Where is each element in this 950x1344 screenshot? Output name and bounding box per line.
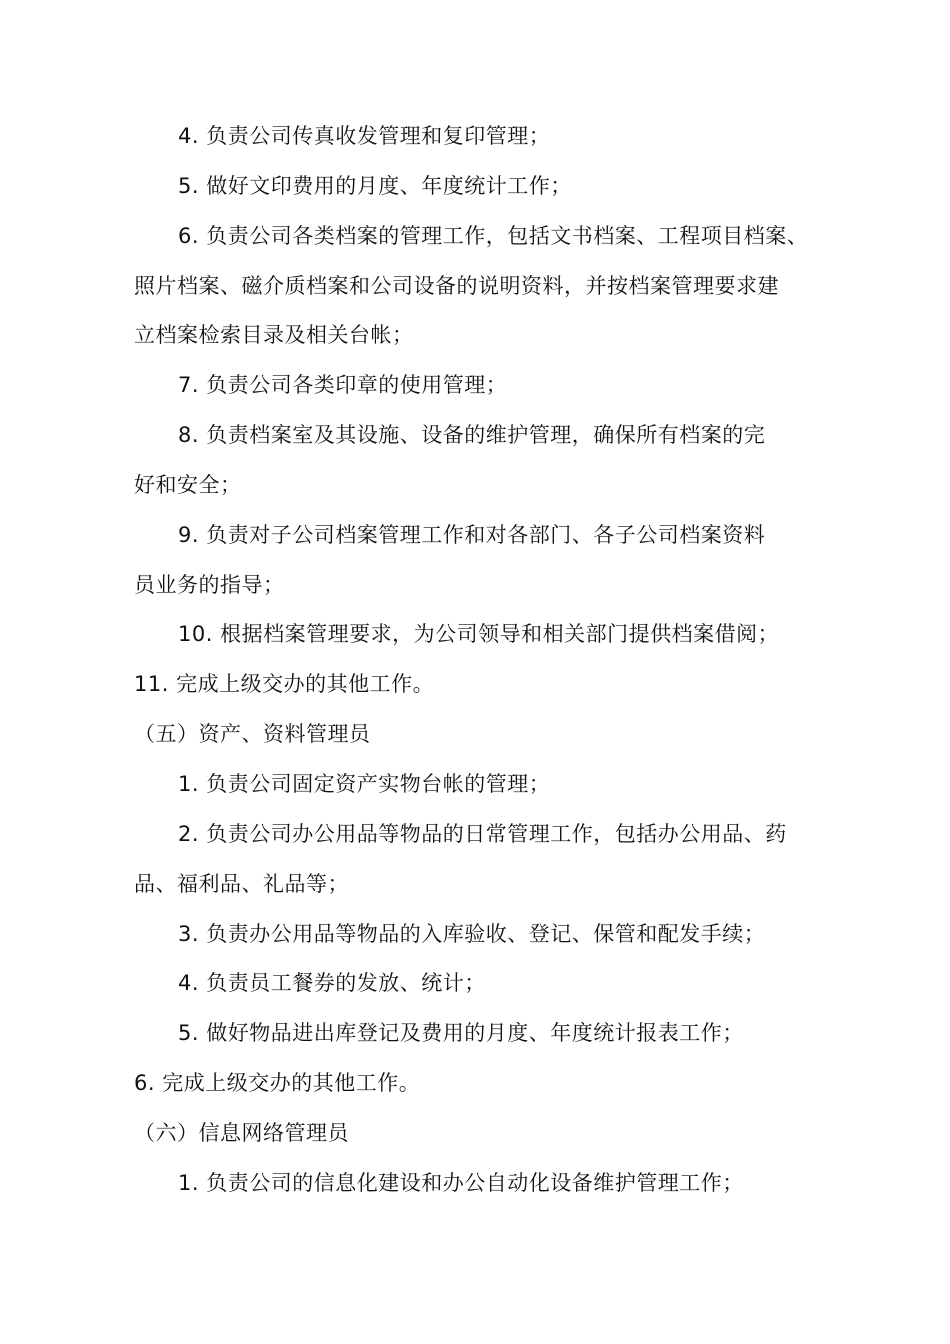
paragraph-line: 9. 负责对子公司档案管理工作和对各部门、各子公司档案资料 [178,523,766,547]
paragraph-line: 3. 负责办公用品等物品的入库验收、登记、保管和配发手续； [178,922,766,946]
paragraph-line: 6. 负责公司各类档案的管理工作，包括文书档案、工程项目档案、 [178,224,809,248]
paragraph-line: 1. 负责公司固定资产实物台帐的管理； [178,772,551,796]
paragraph-line: 1. 负责公司的信息化建设和办公自动化设备维护管理工作； [178,1171,744,1195]
paragraph-line: 品、福利品、礼品等； [134,872,349,896]
paragraph-line: 7. 负责公司各类印章的使用管理； [178,373,508,397]
section-heading: （六）信息网络管理员 [134,1121,349,1145]
paragraph-line: 照片档案、磁介质档案和公司设备的说明资料，并按档案管理要求建 [134,274,779,298]
paragraph-line: 4. 负责公司传真收发管理和复印管理； [178,124,551,148]
paragraph-line: 4. 负责员工餐券的发放、统计； [178,971,486,995]
paragraph-line: 立档案检索目录及相关台帐； [134,323,414,347]
paragraph-line: 2. 负责公司办公用品等物品的日常管理工作，包括办公用品、药 [178,822,787,846]
paragraph-line: 好和安全； [134,473,242,497]
paragraph-line: 员业务的指导； [134,573,285,597]
paragraph-line: 5. 做好文印费用的月度、年度统计工作； [178,174,572,198]
paragraph-line: 10. 根据档案管理要求，为公司领导和相关部门提供档案借阅； [178,622,780,646]
paragraph-line: 6. 完成上级交办的其他工作。 [134,1071,421,1095]
paragraph-line: 8. 负责档案室及其设施、设备的维护管理，确保所有档案的完 [178,423,766,447]
paragraph-line: 5. 做好物品进出库登记及费用的月度、年度统计报表工作； [178,1021,744,1045]
paragraph-line: 11. 完成上级交办的其他工作。 [134,672,435,696]
section-heading: （五）资产、资料管理员 [134,722,371,746]
